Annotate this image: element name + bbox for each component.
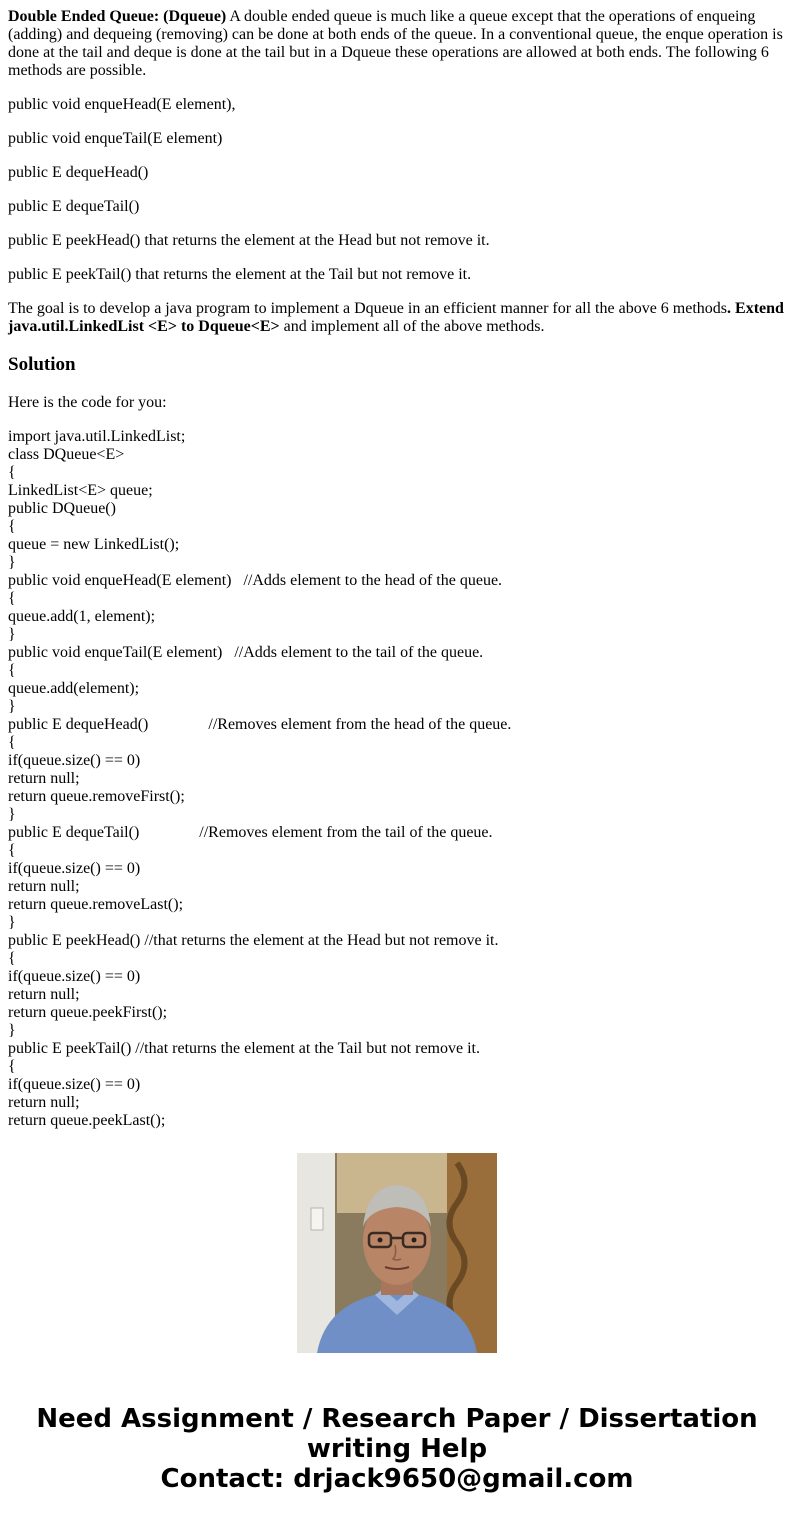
code-line: {	[8, 1058, 16, 1075]
code-line: {	[8, 950, 16, 967]
code-line: class DQueue<E>	[8, 446, 125, 463]
code-line: return null;	[8, 986, 80, 1003]
method-item: public E dequeTail()	[8, 198, 140, 215]
solution-intro: Here is the code for you:	[8, 394, 167, 411]
question-description: A double ended queue is much like a queue except that the operations of enqueing (adding) and dequeing (removing) can be done at both ends of the queue. In a conventional queue, the enque operation is done at the tail and deque is done at the tail but in a Dqueue these operations are allowed at both ends. The following 6 methods are possible.	[8, 8, 783, 79]
code-line: {	[8, 464, 16, 481]
code-line: {	[8, 662, 16, 679]
document-body	[8, 8, 786, 1129]
code-line: }	[8, 554, 16, 571]
question-intro	[8, 8, 786, 80]
code-line: return queue.removeFirst();	[8, 788, 185, 805]
code-line: return null;	[8, 1094, 80, 1111]
person-portrait-icon	[297, 1153, 497, 1353]
code-line: queue.add(element);	[8, 680, 140, 697]
goal-paragraph	[8, 300, 786, 336]
code-line: public E dequeHead() //Removes element from the head of the queue.	[8, 716, 512, 733]
promo-line: Need Assignment / Research Paper / Dissertation	[36, 1404, 758, 1434]
code-line: public E dequeTail() //Removes element from the tail of the queue.	[8, 824, 493, 841]
method-list	[8, 96, 786, 284]
solution-heading: Solution	[8, 354, 76, 375]
code-line: if(queue.size() == 0)	[8, 860, 141, 877]
question-title: Double Ended Queue: (Dqueue)	[8, 8, 227, 25]
code-line: if(queue.size() == 0)	[8, 968, 141, 985]
code-line: }	[8, 626, 16, 643]
code-line: {	[8, 590, 16, 607]
code-line: LinkedList<E> queue;	[8, 482, 153, 499]
code-line: }	[8, 698, 16, 715]
method-item: public E dequeHead()	[8, 164, 149, 181]
goal-text: The goal is to develop a java program to implement a Dqueue in an efficient manner for all the above 6 methods	[8, 300, 728, 317]
promo-line: writing Help	[306, 1434, 488, 1464]
method-item: public E peekHead() that returns the element at the Head but not remove it.	[8, 232, 490, 249]
method-item: public E peekTail() that returns the element at the Tail but not remove it.	[8, 266, 472, 283]
code-line: public DQueue()	[8, 500, 116, 517]
goal-tail-text: and implement all of the above methods.	[279, 318, 545, 335]
code-line: public void enqueTail(E element) //Adds element to the tail of the queue.	[8, 644, 484, 661]
code-line: return queue.peekFirst();	[8, 1004, 168, 1021]
code-line: queue.add(1, element);	[8, 608, 156, 625]
code-line: if(queue.size() == 0)	[8, 752, 141, 769]
code-line: }	[8, 914, 16, 931]
promo-contact: Contact: drjack9650@gmail.com	[160, 1464, 634, 1494]
code-line: }	[8, 806, 16, 823]
code-line: return null;	[8, 878, 80, 895]
promo-banner	[0, 1404, 794, 1494]
code-line: public E peekHead() //that returns the element at the Head but not remove it.	[8, 932, 499, 949]
method-item: public void enqueHead(E element),	[8, 96, 236, 113]
code-block	[8, 428, 786, 1129]
code-line: }	[8, 1022, 16, 1039]
code-line: public E peekTail() //that returns the element at the Tail but not remove it.	[8, 1040, 480, 1057]
goal-bold-text: . Extend java.util.LinkedList <E> to Dqueue<E>	[8, 300, 784, 335]
code-line: if(queue.size() == 0)	[8, 1076, 141, 1093]
method-item: public void enqueTail(E element)	[8, 130, 223, 147]
avatar	[297, 1153, 497, 1353]
code-line: public void enqueHead(E element) //Adds element to the head of the queue.	[8, 572, 503, 589]
code-line: {	[8, 842, 16, 859]
code-line: queue = new LinkedList();	[8, 536, 180, 553]
code-line: return queue.peekLast();	[8, 1112, 166, 1129]
code-line: import java.util.LinkedList;	[8, 428, 186, 445]
code-line: return null;	[8, 770, 80, 787]
code-line: return queue.removeLast();	[8, 896, 184, 913]
code-line: {	[8, 518, 16, 535]
code-line: {	[8, 734, 16, 751]
